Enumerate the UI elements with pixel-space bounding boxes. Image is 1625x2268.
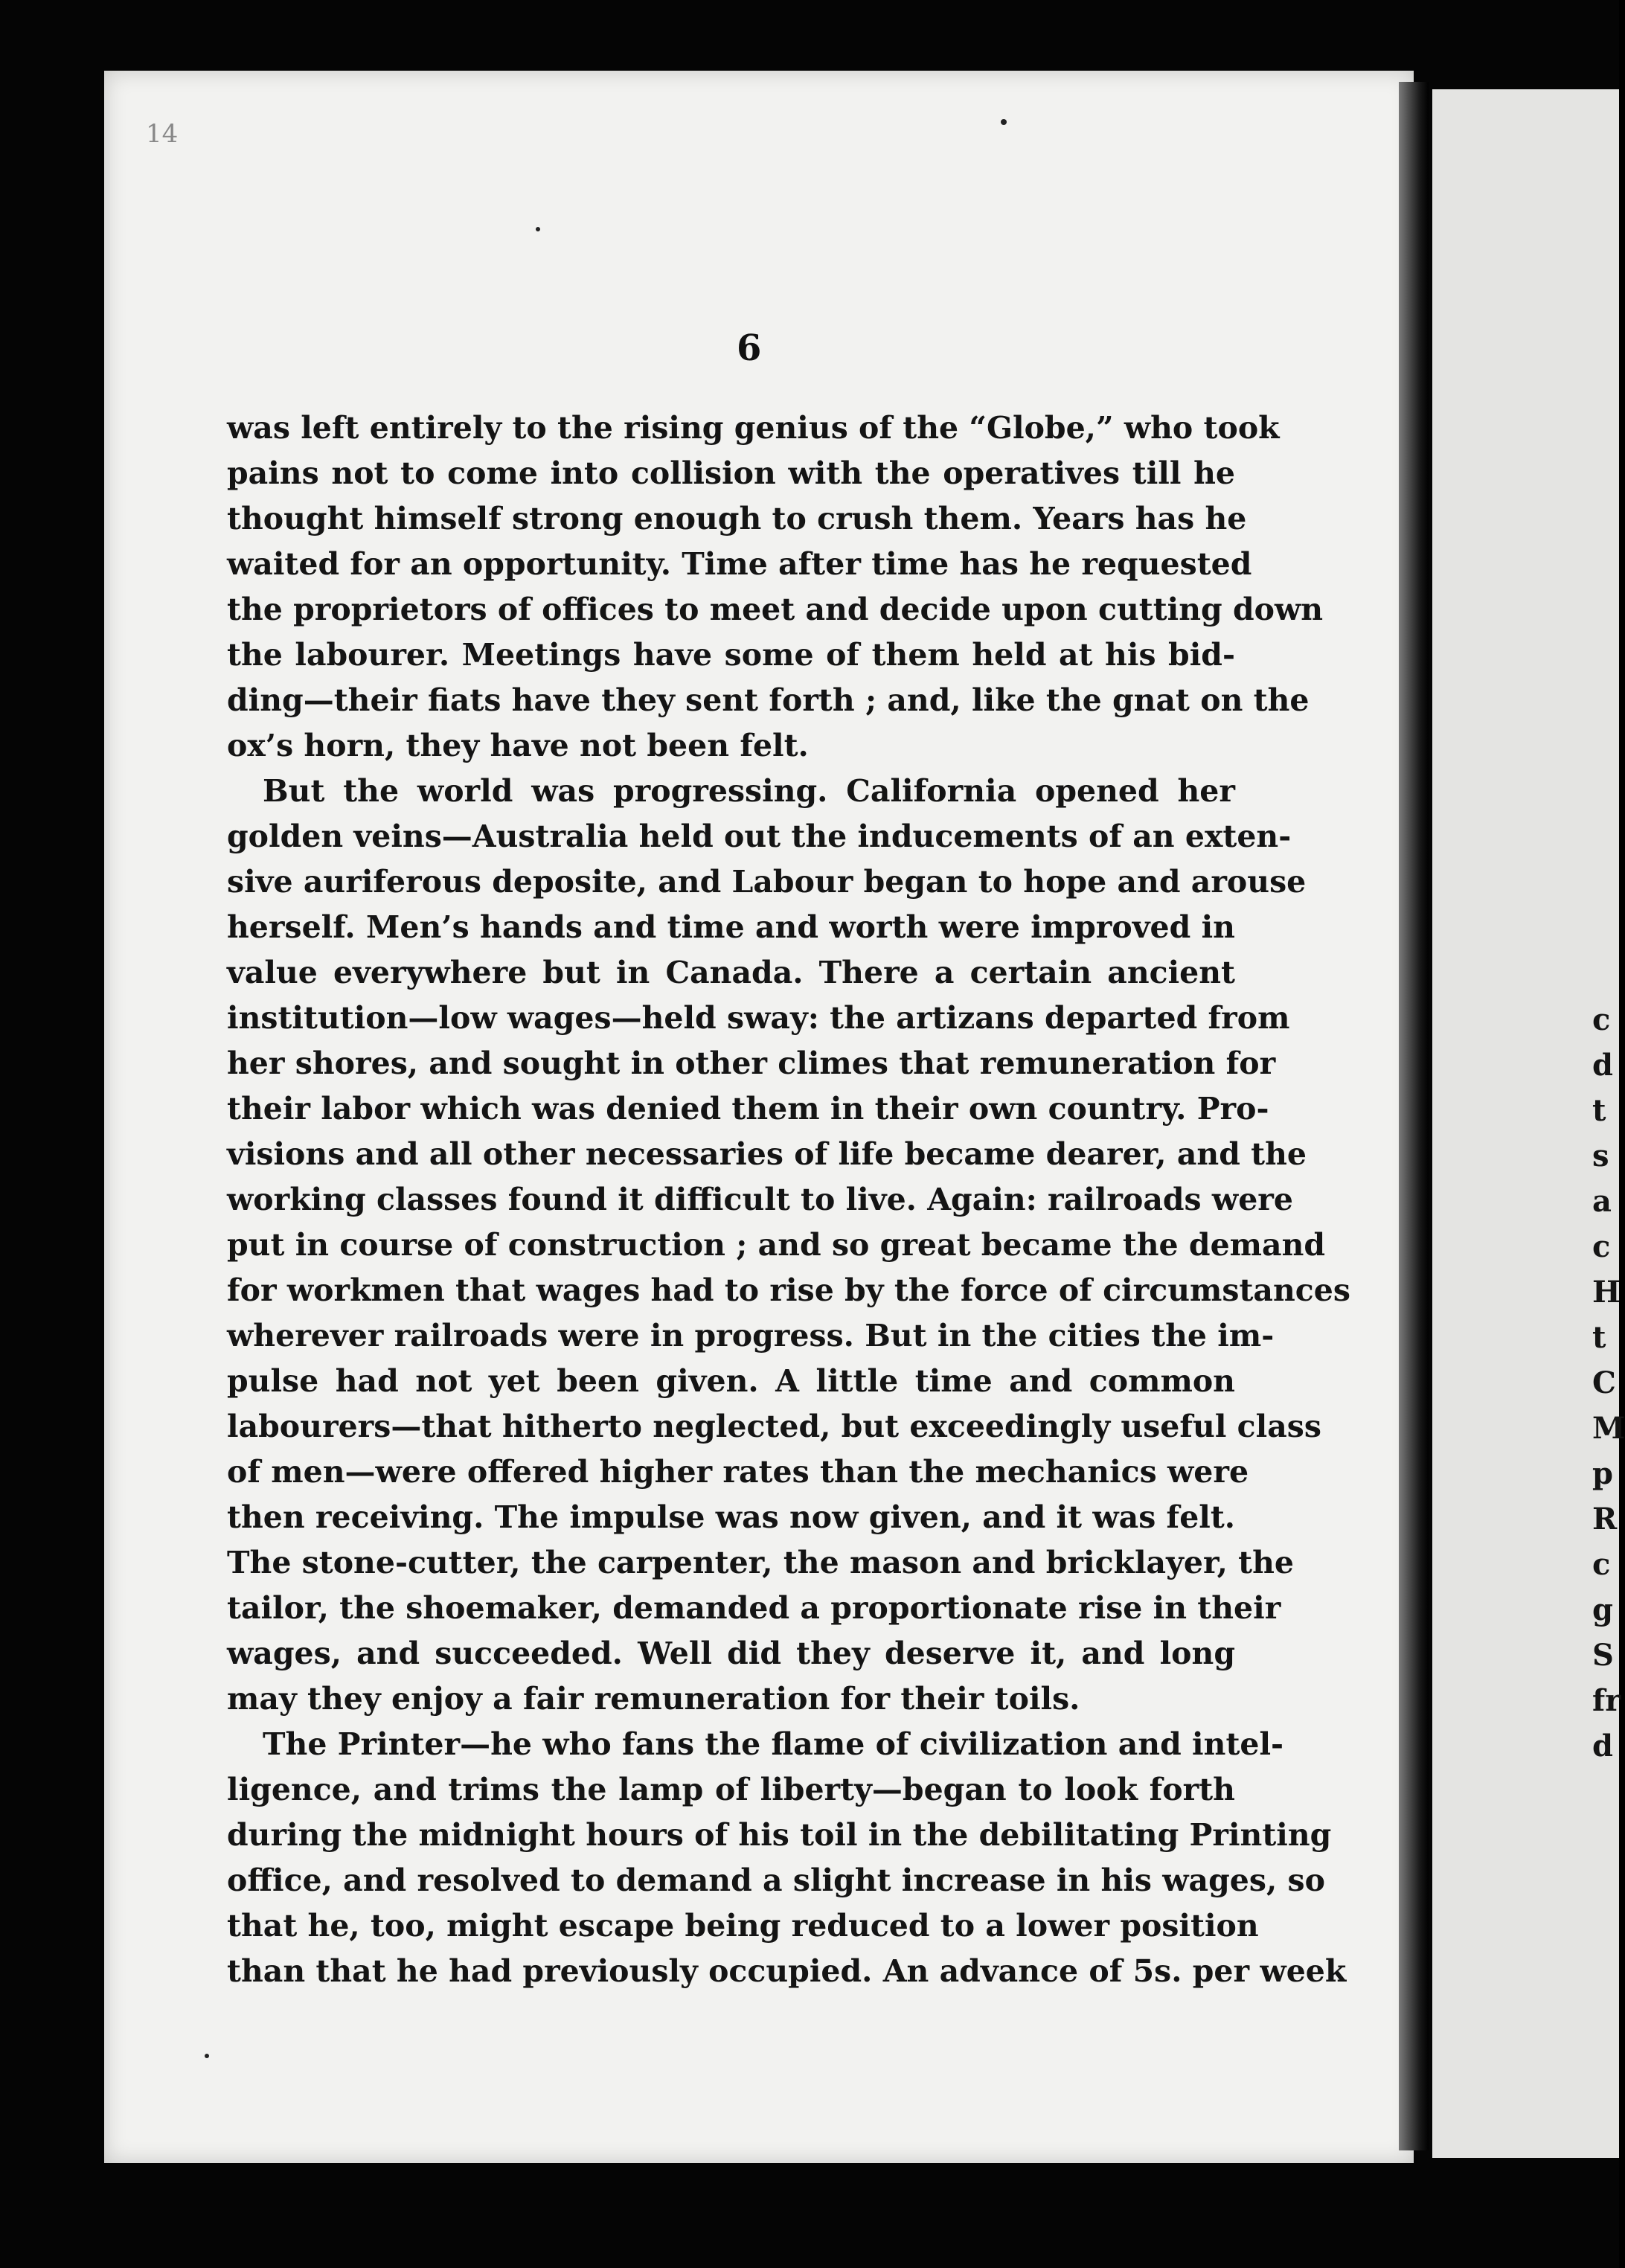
facing-page-letter: H [1592,1275,1621,1310]
text-line: sive auriferous deposite, and Labour began to hope and arouse [227,864,1307,900]
facing-page-letter: a [1592,1184,1612,1219]
text-line: value everywhere but in Canada. There a certain ancient [227,955,1235,990]
text-line: The Printer—he who fans the flame of civilization and intel- [263,1726,1284,1762]
text-line: her shores, and sought in other climes that remuneration for [227,1045,1276,1081]
text-line: herself. Men’s hands and time and worth were improved in [227,909,1235,945]
facing-page-letter: d [1592,1048,1613,1083]
text-line: ding—their fiats have they sent forth ; and, like the gnat on the [227,682,1310,718]
facing-page-letter: R [1592,1502,1618,1537]
text-line: pulse had not yet been given. A little time and common [227,1363,1235,1399]
facing-page-letter: c [1592,1547,1611,1582]
text-line: institution—low wages—held sway: the artizans departed from [227,1000,1290,1036]
text-line: ox’s horn, they have not been felt. [227,728,809,763]
text-line: of men—were offered higher rates than the mechanics were [227,1454,1249,1490]
text-line: during the midnight hours of his toil in the debilitating Printing [227,1817,1332,1853]
facing-page-letter: c [1592,1002,1611,1037]
text-line: golden veins—Australia held out the inducements of an exten- [227,819,1292,854]
facing-page-letter: g [1592,1592,1613,1627]
text-line: their labor which was denied them in their own country. Pro- [227,1091,1269,1127]
ink-speck [1001,119,1007,125]
text-line: may they enjoy a fair remuneration for their toils. [227,1681,1080,1717]
text-line: tailor, the shoemaker, demanded a proportionate rise in their [227,1590,1281,1626]
facing-page-letter: p [1592,1456,1613,1491]
text-line: labourers—that hitherto neglected, but exceedingly useful class [227,1409,1321,1444]
facing-page-letter: C [1592,1365,1616,1400]
facing-page-letter: M [1592,1411,1625,1446]
body-text [227,406,1350,1994]
text-line: then receiving. The impulse was now given, and it was felt. [227,1499,1236,1535]
text-line: But the world was progressing. California opened her [263,773,1235,809]
ink-speck [536,227,540,231]
text-line: The stone-cutter, the carpenter, the mason and bricklayer, the [227,1545,1294,1580]
text-line: was left entirely to the rising genius of the “Globe,” who took [227,410,1280,446]
facing-page-letter: fr [1592,1683,1621,1718]
facing-page-letter: c [1592,1229,1611,1264]
facing-page-text [1592,997,1625,1769]
text-line: thought himself strong enough to crush them. Years has he [227,501,1247,536]
text-line: ligence, and trims the lamp of liberty—began to look forth [227,1772,1235,1807]
text-line: wherever railroads were in progress. But in the cities the im- [227,1318,1275,1354]
text-line: visions and all other necessaries of life became dearer, and the [227,1136,1307,1172]
text-line: wages, and succeeded. Well did they deserve it, and long [227,1636,1235,1671]
text-line: the labourer. Meetings have some of them held at his bid- [227,637,1235,673]
page-number: 6 [737,327,762,369]
facing-page-letter: t [1592,1320,1606,1355]
text-line: office, and resolved to demand a slight increase in his wages, so [227,1862,1325,1898]
text-line: the proprietors of offices to meet and decide upon cutting down [227,592,1324,627]
text-line: waited for an opportunity. Time after time has he requested [227,546,1252,582]
text-line: than that he had previously occupied. An advance of 5s. per week [227,1953,1347,1989]
margin-mark: 14 [146,119,179,149]
book-gutter [1399,82,1429,2150]
facing-page-letter: S [1592,1638,1614,1673]
text-line: that he, too, might escape being reduced to a lower position [227,1908,1259,1944]
ink-speck [205,2054,209,2058]
text-line: for workmen that wages had to rise by the force of circumstances [227,1272,1350,1308]
facing-page [1432,89,1625,2158]
facing-page-letter: s [1592,1138,1609,1173]
facing-page-letter: t [1592,1093,1606,1128]
facing-page-letter: d [1592,1729,1613,1764]
text-line: put in course of construction ; and so great became the demand [227,1227,1326,1263]
text-line: pains not to come into collision with the operatives till he [227,455,1235,491]
text-line: working classes found it difficult to live. Again: railroads were [227,1182,1293,1217]
